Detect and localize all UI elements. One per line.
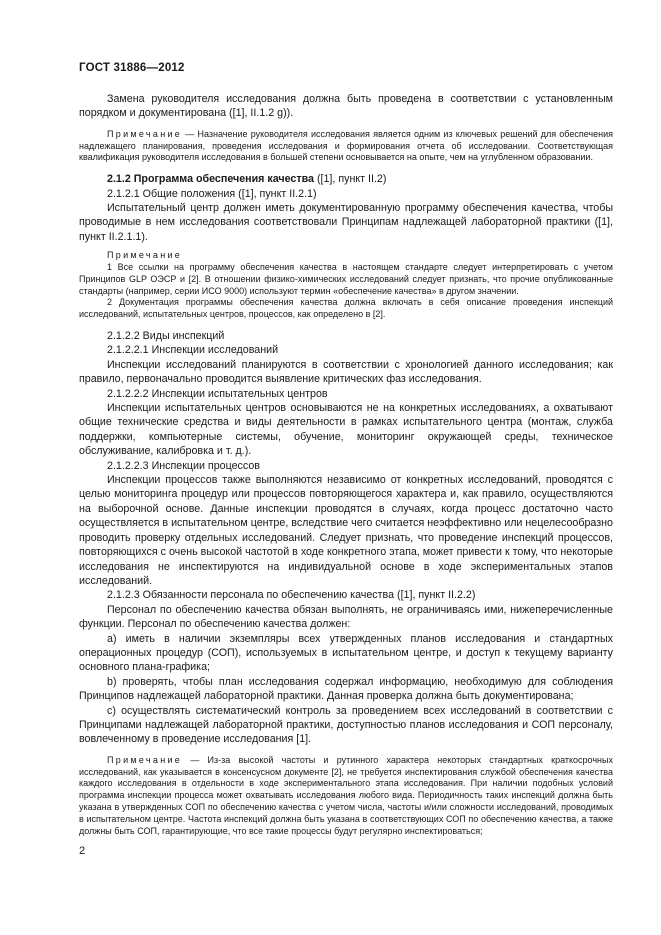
subsection-heading-2-1-2-3: 2.1.2.3 Обязанности персонала по обеспечению качества ([1], пункт II.2.2) <box>107 589 476 602</box>
subsection-heading-2-1-2-2-3: 2.1.2.2.3 Инспекции процессов <box>107 459 260 472</box>
paragraph-process-inspections: Инспекции процессов также выполняются независимо от конкретных исследований, проводятся с целью мониторинга процедур или процессов повторяющегося характера и, как правило, осуществляются на выборочной основе. Данные инспекции проводятся в случаях, когда процесс достаточно часто осуществляется в испытательном центре, вследствие чего считается неэффективно или нецелесообразно проводить проверку отдельных исследований. Следует признать, что проведение инспекций процессов, повторяющихся с очень высокой частотой в ходе конкретного этапа, может привести к тому, что некоторые исследования не инспектируются на индивидуальной основе в ходе экспериментальных этапов исследований. <box>79 474 613 587</box>
paragraph-study-inspections: Инспекции исследований планируются в соответствии с хронологией данного исследования; как правило, первоначально проводится выявление критических фаз исследования. <box>79 358 613 386</box>
note-label: Примечание <box>107 128 183 139</box>
note-2-item-1: 1 Все ссылки на программу обеспечения качества в настоящем стандарте следует интерпретировать с учетом Принципов GLP ОЭСР и [2]. В отношении физико-химических исследований следует признать, что прочие опубликованные стандарты (например, серии ИСО 9000) используют термин «обеспечение качества» в другом значении. <box>79 262 613 296</box>
paragraph-facility-inspections: Инспекции испытательных центров основываются не на конкретных исследованиях, а охватывают общие технические средства и виды деятельности в рамках испытательного центра (монтаж, служба поддержки, компьютерные системы, обучение, мониторинг окружающей среды, техническое обслуживание, калибровка и т. д.). <box>79 402 613 458</box>
section-heading-2-1-2 <box>79 172 613 186</box>
paragraph-qa-program: Испытательный центр должен иметь документированную программу обеспечения качества, чтобы проводимые в нем исследования соответствовали Принципам надлежащей лабораторной практики ([1], пункт II.2.1.1). <box>79 202 613 243</box>
subsection-heading-2-1-2-2-1: 2.1.2.2.1 Инспекции исследований <box>107 344 279 357</box>
subsection-heading-2-1-2-2-2: 2.1.2.2.2 Инспекции испытательных центров <box>107 387 328 400</box>
note-2-label: Примечание <box>107 250 183 261</box>
list-item-a: a) иметь в наличии экземпляры всех утвержденных планов исследования и стандартных операционных процедур (СОП), используемых в испытательном центре, и доступ к текущему варианту основного плана-графика; <box>79 632 613 674</box>
section-title: 2.1.2 Программа обеспечения качества <box>107 173 314 186</box>
note-2-item-2: 2 Документация программы обеспечения качества должна включать в себя описание проведения инспекций исследований, испытательных центров, процессов, как определено в [2]. <box>79 297 613 320</box>
subsection-heading-2-1-2-1: 2.1.2.1 Общие положения ([1], пункт II.2.1) <box>107 187 317 200</box>
note-text: — Из-за высокой частоты и рутинного характера некоторых стандартных краткосрочных исследований, как указывается в консенсусном документе [2], не требуется инспектирования службой обеспечения качества каждого исследования в отдельности в ходе экспериментального этапа исследования. При наличии подобных условий программа инспекции процесса может охватывать исследования любого вида. Периодичность таких инспекций должна быть указана в утвержденных СОП по обеспечению качества с учетом числа, частоты и/или сложности исследований, проводимых в испытательном центре. Частота инспекций должна быть указана в соответствующих СОП по обеспечению качества, а также должны быть СОП, гарантирующие, что все такие процессы будут регулярно инспектироваться; <box>79 754 613 836</box>
note-1 <box>79 129 613 164</box>
document-header: ГОСТ 31886—2012 <box>79 62 185 74</box>
subsection-heading-2-1-2-2: 2.1.2.2 Виды инспекций <box>107 330 225 343</box>
list-item-b: b) проверять, чтобы план исследования содержал информацию, необходимую для соблюдения Принципов надлежащей лабораторной практики. Данная проверка должна быть документирована; <box>79 675 613 703</box>
page-number: 2 <box>79 845 86 857</box>
note-3 <box>79 755 613 838</box>
section-ref: ([1], пункт II.2) <box>313 173 387 186</box>
paragraph-qa-duties: Персонал по обеспечению качества обязан выполнять, не ограничиваясь ими, нижеперечисленные функции. Персонал по обеспечению качества должен: <box>79 603 613 631</box>
paragraph-replacement: Замена руководителя исследования должна быть проведена в соответствии с установленным порядком и документирована ([1], II.1.2 g)). <box>79 93 613 120</box>
document-body <box>79 92 613 837</box>
note-label: Примечание <box>107 754 183 765</box>
note-text: — Назначение руководителя исследования является одним из ключевых решений для обеспечения надлежащего планирования, проведения исследования и формирования отчета об исследовании. Соответствующая квалификация руководителя исследования в большей степени основывается на опыте, чем на углубленном образовании. <box>79 128 613 163</box>
list-item-c: c) осуществлять систематический контроль за проведением всех исследований в соответствии с Принципами надлежащей лабораторной практики, доступностью планов исследования и СОП персоналу, вовлеченному в проведение исследования [1]. <box>79 704 613 746</box>
